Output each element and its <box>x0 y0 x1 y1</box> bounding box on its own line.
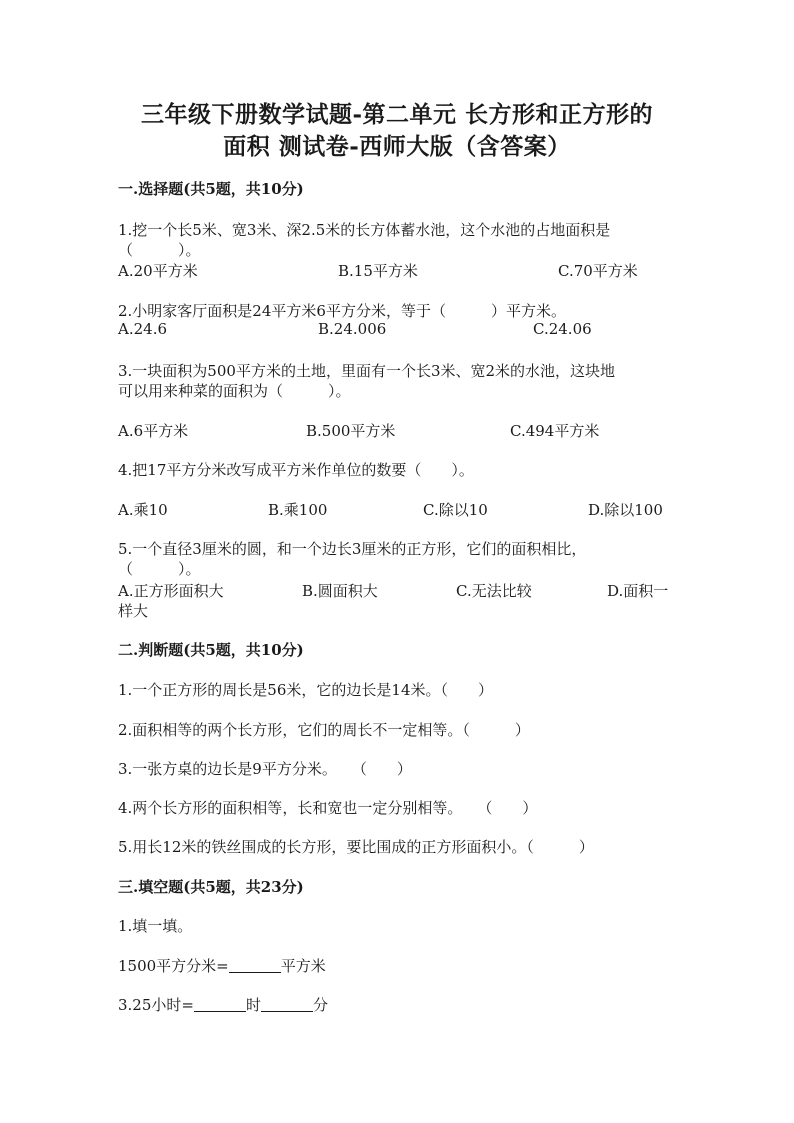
fill-prefix: 1500平方分米= <box>118 957 229 975</box>
fill-suffix: 分 <box>312 996 328 1014</box>
question-text: （ ）。 <box>118 241 201 259</box>
fill-line-area <box>118 955 326 976</box>
option-c: C.除以10 <box>423 501 488 519</box>
answer-blank-hours[interactable] <box>194 997 246 1012</box>
option-b: B.24.006 <box>318 320 387 338</box>
option-a: A.乘10 <box>118 501 168 519</box>
option-c: C.70平方米 <box>558 262 638 280</box>
option-d: D.面积一 <box>607 582 669 600</box>
option-a: A.6平方米 <box>118 422 189 440</box>
question-text: 可以用来种菜的面积为（ ）。 <box>118 382 351 400</box>
judgement-item: 3.一张方桌的边长是9平方分米。 （ ） <box>118 760 412 778</box>
fill-mid: 时 <box>245 996 261 1014</box>
question-text: 1.挖一个长5米、宽3米、深2.5米的长方体蓄水池，这个水池的占地面积是 <box>118 221 611 239</box>
question-text: 1.填一填。 <box>118 917 193 935</box>
judgement-item: 1.一个正方形的周长是56米，它的边长是14米。（ ） <box>118 681 493 699</box>
option-b: B.乘100 <box>268 501 328 519</box>
option-c: C.24.06 <box>533 320 592 338</box>
question-text: 3.一块面积为500平方米的土地，里面有一个长3米、宽2米的水池，这块地 <box>118 362 616 380</box>
fill-prefix: 3.25小时= <box>118 996 194 1014</box>
section-heading-judgement: 二.判断题(共5题，共10分) <box>118 641 304 659</box>
judgement-item: 5.用长12米的铁丝围成的长方形，要比围成的正方形面积小。（ ） <box>118 838 594 856</box>
option-a: A.24.6 <box>118 320 167 338</box>
question-text: 4.把17平方分米改写成平方米作单位的数要（ ）。 <box>118 461 474 479</box>
question-text: （ ）。 <box>118 560 201 578</box>
option-c: C.无法比较 <box>456 582 532 600</box>
question-text: 2.小明家客厅面积是24平方米6平方分米，等于（ ）平方米。 <box>118 302 566 320</box>
option-b: B.500平方米 <box>306 422 396 440</box>
fill-suffix: 平方米 <box>280 957 326 975</box>
document-title-line-1: 三年级下册数学试题-第二单元 长方形和正方形的 <box>140 101 654 128</box>
option-d: D.除以100 <box>588 501 663 519</box>
option-b: B.15平方米 <box>338 262 418 280</box>
section-heading-fill-in: 三.填空题(共5题，共23分) <box>118 878 304 896</box>
answer-blank[interactable] <box>229 958 281 973</box>
document-title-line-2: 面积 测试卷-西师大版（含答案） <box>223 133 571 160</box>
option-a: A.正方形面积大 <box>118 582 224 600</box>
option-c: C.494平方米 <box>510 422 600 440</box>
option-b: B.圆面积大 <box>302 582 378 600</box>
question-text: 5.一个直径3厘米的圆，和一个边长3厘米的正方形，它们的面积相比， <box>118 540 587 558</box>
section-heading-choice: 一.选择题(共5题，共10分) <box>118 180 304 198</box>
judgement-item: 2.面积相等的两个长方形，它们的周长不一定相等。（ ） <box>118 721 530 739</box>
fill-line-time <box>118 994 328 1015</box>
option-a: A.20平方米 <box>118 262 198 280</box>
judgement-item: 4.两个长方形的面积相等，长和宽也一定分别相等。 （ ） <box>118 799 538 817</box>
option-d-wrap: 样大 <box>118 602 149 620</box>
answer-blank-minutes[interactable] <box>261 997 313 1012</box>
